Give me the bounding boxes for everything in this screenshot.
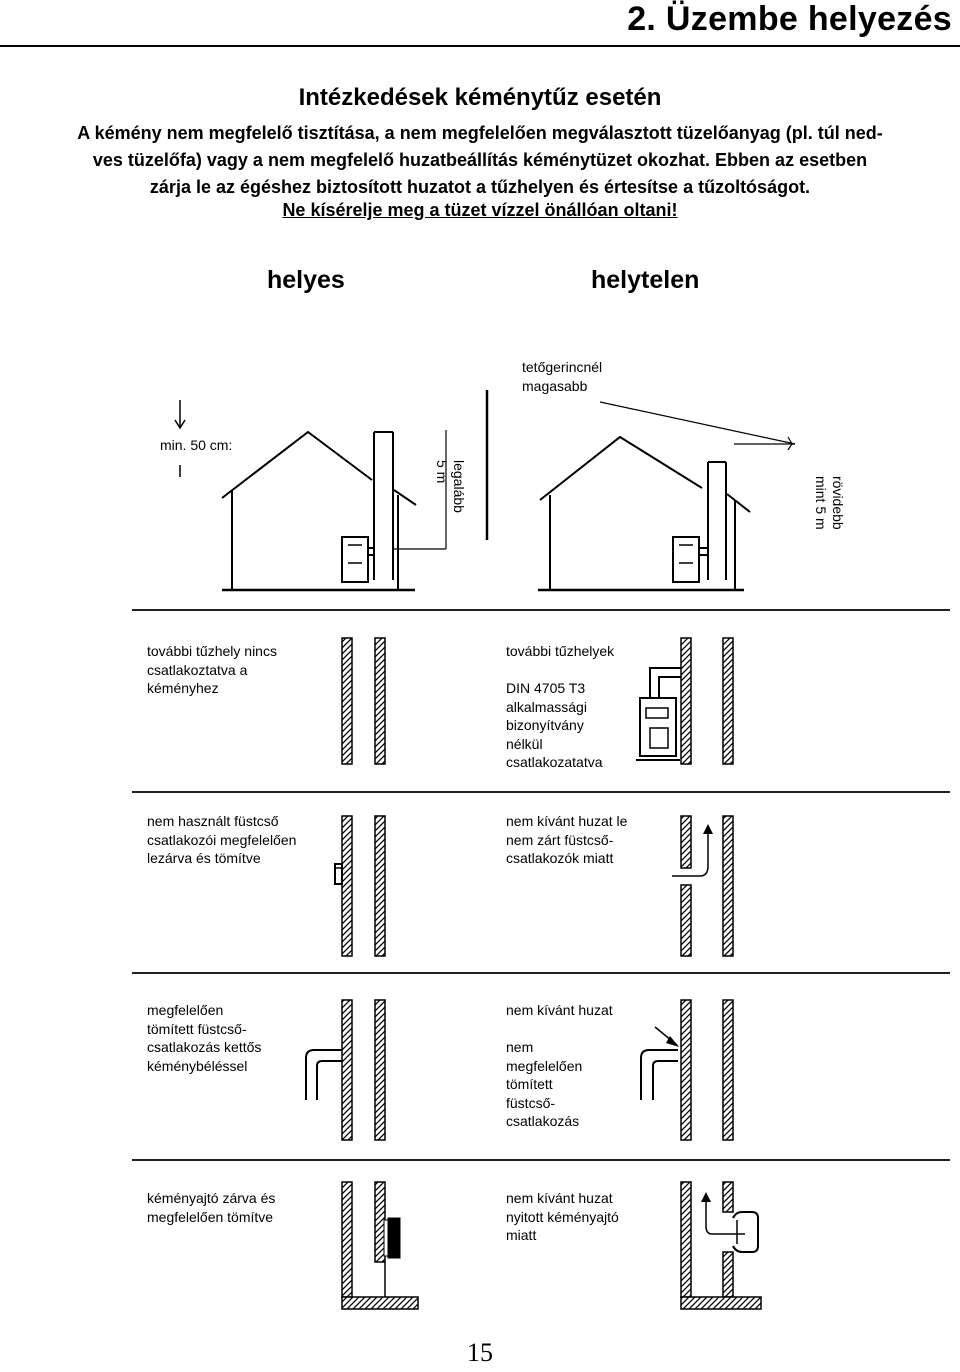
label-line [506, 661, 614, 680]
chimney-closed-door [342, 1182, 418, 1309]
label-line: megfelelően [506, 1057, 583, 1074]
intro-line: ves tüzelőfa) vagy a nem megfelelő huzatbeállítás kéménytüzet okozhat. Ebben az esetben [92, 150, 868, 170]
chapter-title: 2. Üzembe helyezés [627, 0, 952, 38]
label-line: tömített [506, 1076, 553, 1092]
label-line: 5 m [434, 460, 450, 484]
label-line: legalább [451, 460, 467, 513]
label-line: mint 5 m [813, 476, 829, 530]
row3-incorrect-text [506, 1001, 613, 1131]
label-line: füstcső- [506, 1094, 556, 1111]
label-line: nem zárt füstcső- [506, 831, 614, 848]
label-line: nem [506, 1039, 534, 1055]
label-line [506, 1020, 613, 1039]
label-line: kéményhez [147, 680, 219, 696]
label-line: nyitott kéményajtó [506, 1208, 619, 1225]
min-height-label: min. 50 cm: [160, 437, 233, 453]
row2-correct-text [147, 812, 296, 868]
row4-incorrect-text [506, 1189, 619, 1245]
row3-correct-text [147, 1001, 261, 1075]
row1-correct-text [147, 642, 277, 698]
label-line: nélkül [506, 735, 543, 752]
label-line: tetőgerincnél [522, 359, 603, 375]
section-title: Intézkedések kéménytűz esetén [298, 84, 662, 111]
label-line: csatlakozói megfelelően [147, 831, 297, 848]
label-line: csatlakozás kettős [147, 1039, 262, 1055]
label-line: nem kívánt huzat le [506, 813, 628, 829]
label-line: kéményajtó zárva és [147, 1190, 276, 1206]
house-incorrect-diagram [487, 390, 795, 590]
chimney-sealed-connector [335, 816, 385, 956]
label-line: nem kívánt huzat [506, 1002, 613, 1018]
chimney-plain [342, 638, 385, 764]
label-line: csatlakozás [506, 1113, 580, 1129]
label-line: csatlakoztatva a [147, 661, 248, 678]
label-line: rövidebb [830, 476, 846, 530]
label-line: további tűzhely nincs [147, 643, 277, 659]
column-heading-incorrect: helytelen [591, 266, 700, 294]
label-line: csatlakozatatva [506, 754, 603, 770]
chimney-double-lining [306, 1000, 385, 1140]
shorter-5m-label [812, 476, 846, 530]
label-line: megfelelően [147, 1002, 224, 1018]
label-line: lezárva és tömítve [147, 850, 261, 866]
label-line: további tűzhelyek [506, 643, 615, 659]
chimney-unsealed-connection [641, 1000, 733, 1140]
page-number: 15 [467, 1338, 493, 1367]
label-line: nem használt füstcső [147, 813, 279, 829]
label-line: nem kívánt huzat [506, 1190, 613, 1206]
column-heading-correct: helyes [267, 266, 345, 294]
chimney-open-door [681, 1182, 761, 1309]
label-line: bizonyítvány [506, 717, 584, 733]
label-line: csatlakozók miatt [506, 850, 614, 866]
chimney-extra-stoves [636, 638, 733, 764]
row2-incorrect-text [506, 812, 627, 868]
ridge-label [522, 358, 602, 395]
label-line: kéménybéléssel [147, 1057, 248, 1074]
row4-correct-text [147, 1189, 275, 1226]
label-line: megfelelően tömítve [147, 1208, 274, 1225]
label-line: DIN 4705 T3 [506, 680, 586, 696]
label-line: miatt [506, 1227, 537, 1243]
house-correct-diagram [175, 400, 446, 590]
chimney-open-connector [672, 816, 733, 956]
row1-incorrect-text [506, 642, 614, 772]
atleast-5m-label [433, 460, 467, 513]
label-line: tömített füstcső- [147, 1020, 247, 1037]
intro-line: zárja le az égéshez biztosított huzatot a tűzhelyen és értesítse a tűzoltóságot. [149, 177, 811, 197]
intro-line: A kémény nem megfelelő tisztítása, a nem megfelelően megválasztott tüzelőanyag (pl. túl ned- [77, 123, 883, 143]
label-line: magasabb [522, 377, 588, 394]
label-line: alkalmassági [506, 698, 587, 715]
warning-text: Ne kísérelje meg a tüzet vízzel önállóan oltani! [282, 200, 678, 220]
